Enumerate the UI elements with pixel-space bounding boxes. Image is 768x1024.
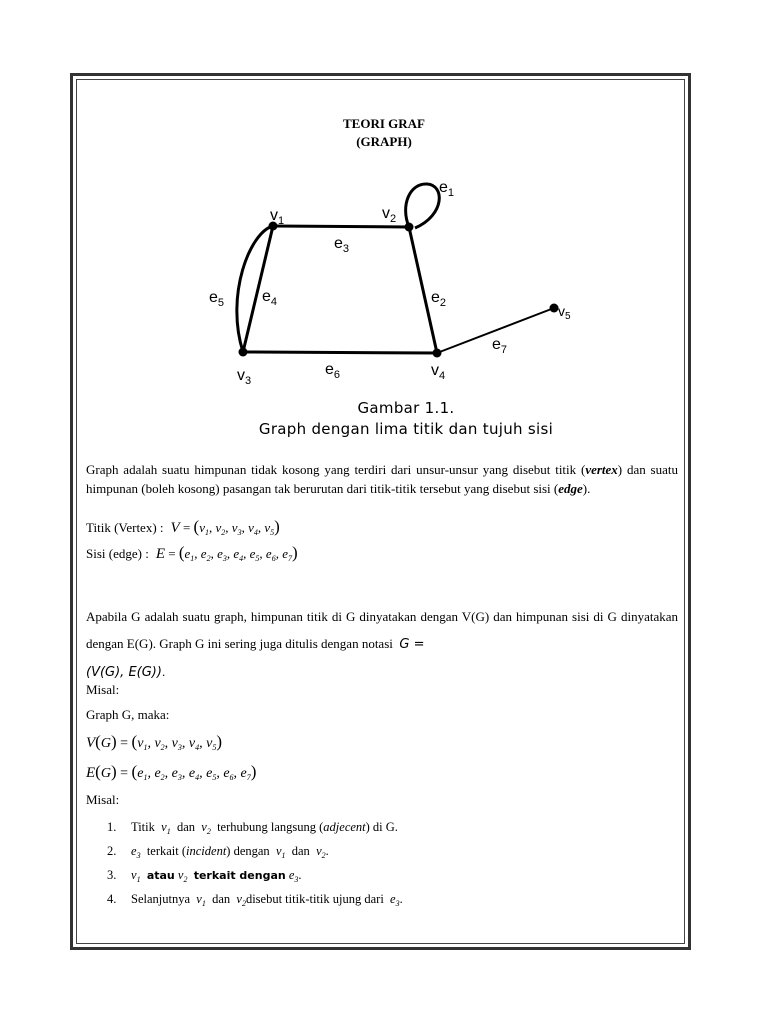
list-item: 1. Titik $v_1$ dan $v_2$ terhubung langsung (adjecent) di G.: [107, 820, 398, 836]
label-v4: $v_4$: [431, 362, 446, 382]
vertex-v4: [433, 349, 442, 358]
label-e5: $e_5$: [209, 289, 225, 309]
label-e2: $e_2$: [431, 289, 447, 309]
graph-figure: [195, 170, 590, 395]
label-e6: $e_6$: [325, 361, 341, 381]
vg-formula: $V(G) = (v_1$, $v_2$, $v_3$, $v_4$, $v_5$): [86, 732, 222, 752]
label-v1: $v_1$: [270, 207, 285, 227]
graph-g-label: Graph G, maka:: [86, 707, 170, 722]
list-item: 4. Selanjutnya $v_1$ dan $v_2disebut$ titik-titik ujung dari $e_3$.: [107, 892, 403, 908]
edge-set-line: Sisi (edge) : $E = (e_1$, $e_2$, $e_3$, $e_4$, $e_5$, $e_6$, $e_7$): [86, 543, 298, 563]
label-e3: $e_3$: [334, 235, 350, 255]
vertex-set-line: Titik (Vertex) : $V = (v_1$, $v_2$, $v_3$, $v_4$, $v_5$): [86, 517, 280, 537]
edge-e6: [243, 352, 437, 353]
label-e1: $e_1$: [439, 179, 455, 199]
paragraph-definition: Graph adalah suatu himpunan tidak kosong yang terdiri dari unsur-unsur yang disebut titik (vertex) dan suatu himpunan (boleh kosong) pasangan tak berurutan dari titik-titik tersebut yang disebut sisi (edge).: [86, 462, 678, 496]
vertex-v2: [405, 223, 414, 232]
edge-e3: [273, 226, 409, 227]
label-v2: $v_2$: [382, 205, 397, 225]
edge-e1: [406, 184, 440, 228]
figure-caption-text: Graph dengan lima titik dan tujuh sisi: [258, 420, 554, 438]
misal-label-2: Misal:: [86, 792, 120, 807]
page-title: TEORI GRAF: [343, 116, 425, 131]
page-subtitle: (GRAPH): [356, 134, 412, 149]
figure-caption-number: Gambar 1.1.: [357, 399, 455, 417]
label-e7: $e_7$: [492, 336, 508, 356]
list-item: 2. $e_3$ terkait (incident) dengan $v_1$ dan $v_2$.: [107, 844, 329, 860]
list-item: 3. $v_1$ atau $v_2$ terkait dengan $e_3$.: [107, 868, 302, 884]
graph-edges: [237, 184, 554, 353]
label-v5: $v_5$: [558, 303, 571, 322]
misal-label-1: Misal:: [86, 682, 120, 697]
eg-formula: $E(G) = (e_1$, $e_2$, $e_3$, $e_4$, $e_5$, $e_6$, $e_7$): [86, 762, 257, 782]
graph-vertices: [239, 222, 559, 358]
label-e4: $e_4$: [262, 288, 278, 308]
label-v3: $v_3$: [237, 367, 252, 387]
paragraph-notation: Apabila G adalah suatu graph, himpunan titik di G dinyatakan dengan V(G) dan himpunan sisi di G dinyatakan dengan E(G). Graph G ini sering juga ditulis dengan notasi G = (V(G), E(G)).: [86, 609, 678, 680]
vertex-v3: [239, 348, 248, 357]
